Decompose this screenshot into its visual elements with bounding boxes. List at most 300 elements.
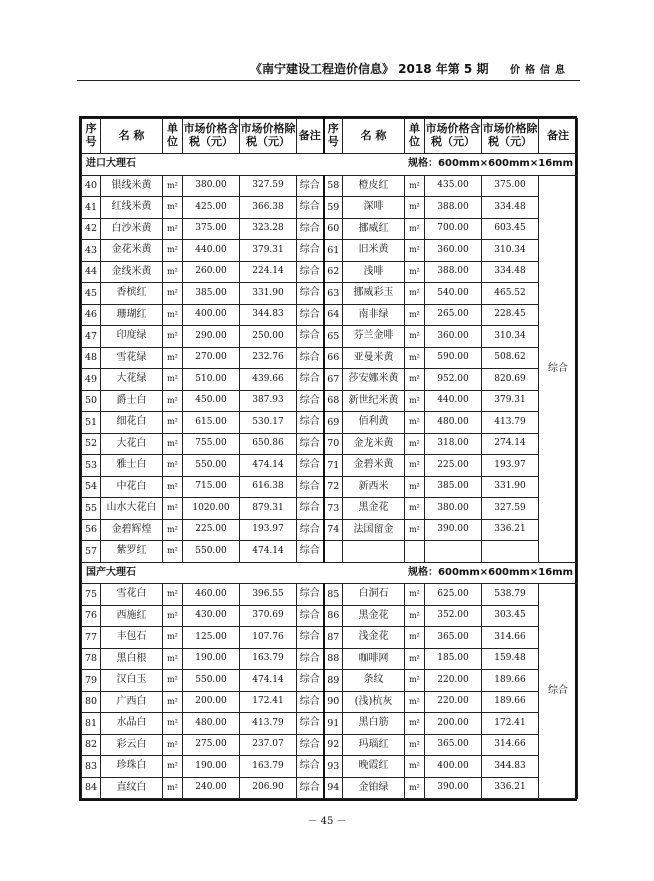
material-name-cell: 红线米黄 [101, 197, 163, 219]
seq-cell: 60 [324, 218, 343, 240]
seq-cell: 46 [82, 304, 101, 326]
material-name-cell: 紫罗红 [101, 541, 163, 563]
table-row [82, 261, 578, 283]
seq-cell: 43 [82, 240, 101, 262]
unit-cell: m² [405, 627, 425, 649]
note-cell: 综合 [297, 283, 324, 305]
price-notax-cell: 375.00 [482, 175, 539, 197]
seq-cell: 74 [324, 519, 343, 541]
seq-cell: 64 [324, 304, 343, 326]
seq-cell: 44 [82, 261, 101, 283]
price-tax-cell: 190.00 [183, 756, 240, 778]
seq-cell: 40 [82, 175, 101, 197]
price-notax-cell: 163.79 [240, 756, 297, 778]
material-name-cell: 金铂绿 [343, 777, 405, 799]
section-name: 进口大理石 [86, 158, 136, 170]
material-name-cell: 直纹白 [101, 777, 163, 799]
price-notax-cell: 820.69 [482, 369, 539, 391]
unit-cell: m² [405, 498, 425, 520]
seq-cell: 49 [82, 369, 101, 391]
empty-cell [425, 541, 482, 563]
price-notax-cell: 413.79 [240, 713, 297, 735]
material-name-cell: 爵士白 [101, 390, 163, 412]
unit-cell: m² [163, 455, 183, 477]
seq-cell: 84 [82, 777, 101, 799]
table-row [82, 240, 578, 262]
table-row [82, 713, 578, 735]
price-notax-cell: 224.14 [240, 261, 297, 283]
seq-cell: 86 [324, 605, 343, 627]
material-name-cell: 黑白根 [101, 648, 163, 670]
table-row [82, 197, 578, 219]
material-name-cell: 深啡 [343, 197, 405, 219]
unit-cell: m² [405, 756, 425, 778]
price-tax-cell: 365.00 [425, 627, 482, 649]
col-price-tax-header: 市场价格含税（元） [183, 119, 240, 154]
price-notax-cell: 172.41 [482, 713, 539, 735]
unit-cell: m² [163, 756, 183, 778]
unit-cell: m² [405, 670, 425, 692]
note-cell: 综合 [297, 541, 324, 563]
seq-cell: 62 [324, 261, 343, 283]
price-notax-cell: 172.41 [240, 691, 297, 713]
section-header-row [82, 562, 578, 584]
price-tax-cell: 435.00 [425, 175, 482, 197]
seq-cell: 91 [324, 713, 343, 735]
material-name-cell: 浅金花 [343, 627, 405, 649]
price-table-frame [79, 116, 577, 801]
note-cell: 综合 [297, 777, 324, 799]
price-notax-cell: 413.79 [482, 412, 539, 434]
table-row [82, 369, 578, 391]
unit-cell: m² [405, 283, 425, 305]
price-notax-cell: 379.31 [240, 240, 297, 262]
price-notax-cell: 274.14 [482, 433, 539, 455]
table-row [82, 605, 578, 627]
seq-cell: 58 [324, 175, 343, 197]
material-name-cell: (浅)杭灰 [343, 691, 405, 713]
unit-cell: m² [405, 240, 425, 262]
seq-cell: 66 [324, 347, 343, 369]
price-notax-cell: 336.21 [482, 777, 539, 799]
table-row [82, 175, 578, 197]
price-notax-cell: 379.31 [482, 390, 539, 412]
seq-cell: 80 [82, 691, 101, 713]
price-tax-cell: 240.00 [183, 777, 240, 799]
note-cell: 综合 [297, 218, 324, 240]
price-notax-cell: 331.90 [240, 283, 297, 305]
seq-cell: 79 [82, 670, 101, 692]
price-tax-cell: 550.00 [183, 541, 240, 563]
price-notax-cell: 474.14 [240, 455, 297, 477]
price-tax-cell: 360.00 [425, 240, 482, 262]
table-row [82, 519, 578, 541]
price-tax-cell: 390.00 [425, 777, 482, 799]
table-row [82, 433, 578, 455]
empty-cell [482, 541, 539, 563]
seq-cell: 42 [82, 218, 101, 240]
price-tax-cell: 550.00 [183, 455, 240, 477]
price-tax-cell: 200.00 [183, 691, 240, 713]
material-name-cell: 珊瑚红 [101, 304, 163, 326]
material-name-cell: 丰包石 [101, 627, 163, 649]
table-row [82, 627, 578, 649]
price-notax-cell: 616.38 [240, 476, 297, 498]
unit-cell: m² [163, 218, 183, 240]
material-name-cell: 细花白 [101, 412, 163, 434]
seq-cell: 63 [324, 283, 343, 305]
price-tax-cell: 260.00 [183, 261, 240, 283]
price-tax-cell: 388.00 [425, 197, 482, 219]
table-row [82, 455, 578, 477]
price-notax-cell: 189.66 [482, 670, 539, 692]
seq-cell: 52 [82, 433, 101, 455]
price-tax-cell: 190.00 [183, 648, 240, 670]
price-tax-cell: 220.00 [425, 670, 482, 692]
unit-cell: m² [405, 734, 425, 756]
price-notax-cell: 193.97 [482, 455, 539, 477]
material-name-cell: 玛瑙红 [343, 734, 405, 756]
note-cell: 综合 [297, 261, 324, 283]
unit-cell: m² [405, 347, 425, 369]
price-tax-cell: 352.00 [425, 605, 482, 627]
price-notax-cell: 232.76 [240, 347, 297, 369]
price-tax-cell: 385.00 [425, 476, 482, 498]
price-tax-cell: 220.00 [425, 691, 482, 713]
unit-cell: m² [405, 433, 425, 455]
price-tax-cell: 185.00 [425, 648, 482, 670]
note-cell: 综合 [297, 670, 324, 692]
seq-cell: 92 [324, 734, 343, 756]
price-notax-cell: 237.07 [240, 734, 297, 756]
table-row [82, 218, 578, 240]
seq-cell: 83 [82, 756, 101, 778]
table-row [82, 476, 578, 498]
table-row [82, 584, 578, 606]
unit-cell: m² [163, 175, 183, 197]
seq-cell: 65 [324, 326, 343, 348]
page-number: － 45 － [307, 816, 347, 827]
price-notax-cell: 474.14 [240, 541, 297, 563]
col-unit-header: 单位 [405, 119, 425, 154]
price-tax-cell: 400.00 [183, 304, 240, 326]
material-name-cell: 广西白 [101, 691, 163, 713]
unit-cell: m² [405, 648, 425, 670]
header-divider [77, 80, 580, 81]
unit-cell: m² [405, 218, 425, 240]
section-spec: 规格：600mm×600mm×16mm [408, 158, 573, 170]
price-tax-cell: 265.00 [425, 304, 482, 326]
section-header [82, 562, 578, 584]
material-name-cell: 银线米黄 [101, 175, 163, 197]
price-tax-cell: 360.00 [425, 326, 482, 348]
note-cell: 综合 [297, 627, 324, 649]
seq-cell: 71 [324, 455, 343, 477]
price-tax-cell: 540.00 [425, 283, 482, 305]
price-tax-cell: 430.00 [183, 605, 240, 627]
note-cell: 综合 [297, 519, 324, 541]
price-notax-cell: 508.62 [482, 347, 539, 369]
note-cell: 综合 [297, 476, 324, 498]
material-name-cell: 莎安娜米黄 [343, 369, 405, 391]
price-tax-cell: 200.00 [425, 713, 482, 735]
table-row [82, 283, 578, 305]
price-tax-cell: 440.00 [425, 390, 482, 412]
price-tax-cell: 388.00 [425, 261, 482, 283]
note-cell: 综合 [297, 347, 324, 369]
col-unit-header: 单位 [163, 119, 183, 154]
material-name-cell: 印度绿 [101, 326, 163, 348]
seq-cell: 77 [82, 627, 101, 649]
table-row [82, 541, 578, 563]
section-header-row [82, 154, 578, 176]
seq-cell: 50 [82, 390, 101, 412]
material-name-cell: 法国留金 [343, 519, 405, 541]
price-tax-cell: 952.00 [425, 369, 482, 391]
material-name-cell: 金花米黄 [101, 240, 163, 262]
unit-cell: m² [163, 283, 183, 305]
unit-cell: m² [163, 326, 183, 348]
price-notax-cell: 344.83 [240, 304, 297, 326]
material-name-cell: 西施红 [101, 605, 163, 627]
price-tax-cell: 225.00 [183, 519, 240, 541]
section-tag: 价格信息 [510, 65, 570, 76]
material-name-cell: 佰利黄 [343, 412, 405, 434]
seq-cell: 90 [324, 691, 343, 713]
seq-cell: 41 [82, 197, 101, 219]
material-name-cell: 亚曼米黄 [343, 347, 405, 369]
seq-cell: 56 [82, 519, 101, 541]
unit-cell: m² [163, 541, 183, 563]
seq-cell: 72 [324, 476, 343, 498]
unit-cell: m² [163, 691, 183, 713]
material-name-cell: 雪花绿 [101, 347, 163, 369]
unit-cell: m² [163, 390, 183, 412]
price-tax-cell: 625.00 [425, 584, 482, 606]
material-name-cell: 咖啡网 [343, 648, 405, 670]
material-name-cell: 旧米黄 [343, 240, 405, 262]
price-notax-cell: 163.79 [240, 648, 297, 670]
price-tax-cell: 225.00 [425, 455, 482, 477]
price-notax-cell: 396.55 [240, 584, 297, 606]
unit-cell: m² [163, 369, 183, 391]
unit-cell: m² [163, 519, 183, 541]
price-notax-cell: 474.14 [240, 670, 297, 692]
material-name-cell: 大花绿 [101, 369, 163, 391]
seq-cell: 78 [82, 648, 101, 670]
unit-cell: m² [405, 412, 425, 434]
price-tax-cell: 380.00 [183, 175, 240, 197]
material-name-cell: 挪威红 [343, 218, 405, 240]
price-notax-cell: 879.31 [240, 498, 297, 520]
section-spec: 规格：600mm×600mm×16mm [408, 566, 573, 578]
price-notax-cell: 344.83 [482, 756, 539, 778]
unit-cell: m² [405, 584, 425, 606]
material-name-cell: 挪威彩玉 [343, 283, 405, 305]
material-name-cell: 黑金花 [343, 498, 405, 520]
seq-cell: 81 [82, 713, 101, 735]
seq-cell: 48 [82, 347, 101, 369]
seq-cell: 61 [324, 240, 343, 262]
merged-note-cell: 综合 [539, 175, 578, 562]
price-notax-cell: 331.90 [482, 476, 539, 498]
price-tax-cell: 380.00 [425, 498, 482, 520]
seq-cell: 87 [324, 627, 343, 649]
unit-cell: m² [163, 240, 183, 262]
price-notax-cell: 336.21 [482, 519, 539, 541]
price-notax-cell: 334.48 [482, 261, 539, 283]
unit-cell: m² [163, 734, 183, 756]
note-cell: 综合 [297, 369, 324, 391]
seq-cell: 55 [82, 498, 101, 520]
unit-cell: m² [405, 777, 425, 799]
price-tax-cell: 390.00 [425, 519, 482, 541]
unit-cell: m² [163, 670, 183, 692]
price-notax-cell: 310.34 [482, 326, 539, 348]
note-cell: 综合 [297, 648, 324, 670]
unit-cell: m² [163, 476, 183, 498]
price-tax-cell: 550.00 [183, 670, 240, 692]
unit-cell: m² [405, 261, 425, 283]
unit-cell: m² [163, 605, 183, 627]
seq-cell: 51 [82, 412, 101, 434]
empty-cell [405, 541, 425, 563]
note-cell: 综合 [297, 691, 324, 713]
unit-cell: m² [163, 648, 183, 670]
material-name-cell: 南非绿 [343, 304, 405, 326]
unit-cell: m² [405, 326, 425, 348]
price-notax-cell: 538.79 [482, 584, 539, 606]
note-cell: 综合 [297, 412, 324, 434]
price-notax-cell: 650.86 [240, 433, 297, 455]
price-notax-cell: 327.59 [240, 175, 297, 197]
price-notax-cell: 530.17 [240, 412, 297, 434]
material-name-cell: 香槟红 [101, 283, 163, 305]
unit-cell: m² [405, 390, 425, 412]
table-row [82, 777, 578, 799]
unit-cell: m² [163, 584, 183, 606]
seq-cell: 59 [324, 197, 343, 219]
price-tax-cell: 715.00 [183, 476, 240, 498]
price-tax-cell: 755.00 [183, 433, 240, 455]
note-cell: 综合 [297, 197, 324, 219]
material-name-cell: 晚霞红 [343, 756, 405, 778]
seq-cell: 67 [324, 369, 343, 391]
material-name-cell: 橙皮红 [343, 175, 405, 197]
price-tax-cell: 125.00 [183, 627, 240, 649]
seq-cell: 73 [324, 498, 343, 520]
price-tax-cell: 615.00 [183, 412, 240, 434]
table-body [82, 154, 578, 799]
price-notax-cell: 439.66 [240, 369, 297, 391]
unit-cell: m² [405, 476, 425, 498]
price-tax-cell: 480.00 [183, 713, 240, 735]
section-name: 国产大理石 [86, 566, 136, 578]
col-price-notax-header: 市场价格除税（元） [482, 119, 539, 154]
col-price-tax-header: 市场价格含税（元） [425, 119, 482, 154]
price-tax-cell: 290.00 [183, 326, 240, 348]
seq-cell: 54 [82, 476, 101, 498]
price-notax-cell: 387.93 [240, 390, 297, 412]
unit-cell: m² [163, 261, 183, 283]
table-row [82, 670, 578, 692]
empty-cell [324, 541, 343, 563]
price-tax-cell: 270.00 [183, 347, 240, 369]
table-row [82, 326, 578, 348]
price-tax-cell: 1020.00 [183, 498, 240, 520]
price-tax-cell: 700.00 [425, 218, 482, 240]
material-name-cell: 金线米黄 [101, 261, 163, 283]
price-notax-cell: 310.34 [482, 240, 539, 262]
seq-cell: 70 [324, 433, 343, 455]
price-tax-cell: 450.00 [183, 390, 240, 412]
material-name-cell: 芬兰金啡 [343, 326, 405, 348]
note-cell: 综合 [297, 584, 324, 606]
price-notax-cell: 228.45 [482, 304, 539, 326]
price-tax-cell: 480.00 [425, 412, 482, 434]
material-name-cell: 条纹 [343, 670, 405, 692]
price-tax-cell: 275.00 [183, 734, 240, 756]
price-notax-cell: 314.66 [482, 627, 539, 649]
table-header-row [82, 119, 578, 154]
table-row [82, 691, 578, 713]
table-row [82, 756, 578, 778]
price-table [81, 118, 578, 799]
col-seq-header: 序号 [324, 119, 343, 154]
seq-cell: 85 [324, 584, 343, 606]
note-cell: 综合 [297, 326, 324, 348]
material-name-cell: 金碧米黄 [343, 455, 405, 477]
seq-cell: 89 [324, 670, 343, 692]
price-tax-cell: 440.00 [183, 240, 240, 262]
table-row [82, 347, 578, 369]
table-row [82, 498, 578, 520]
table-row [82, 648, 578, 670]
price-tax-cell: 590.00 [425, 347, 482, 369]
material-name-cell: 金碧辉煌 [101, 519, 163, 541]
price-tax-cell: 385.00 [183, 283, 240, 305]
unit-cell: m² [163, 412, 183, 434]
col-seq-header: 序号 [82, 119, 101, 154]
unit-cell: m² [405, 713, 425, 735]
unit-cell: m² [405, 304, 425, 326]
material-name-cell: 金龙米黄 [343, 433, 405, 455]
unit-cell: m² [405, 519, 425, 541]
note-cell: 综合 [297, 455, 324, 477]
unit-cell: m² [163, 498, 183, 520]
col-price-notax-header: 市场价格除税（元） [240, 119, 297, 154]
unit-cell: m² [163, 777, 183, 799]
unit-cell: m² [405, 691, 425, 713]
material-name-cell: 汉白玉 [101, 670, 163, 692]
price-notax-cell: 366.38 [240, 197, 297, 219]
price-tax-cell: 375.00 [183, 218, 240, 240]
material-name-cell: 大花白 [101, 433, 163, 455]
seq-cell: 75 [82, 584, 101, 606]
price-tax-cell: 318.00 [425, 433, 482, 455]
seq-cell: 94 [324, 777, 343, 799]
note-cell: 综合 [297, 605, 324, 627]
price-notax-cell: 193.97 [240, 519, 297, 541]
note-cell: 综合 [297, 390, 324, 412]
note-cell: 综合 [297, 433, 324, 455]
seq-cell: 69 [324, 412, 343, 434]
col-note-header: 备注 [297, 119, 324, 154]
seq-cell: 45 [82, 283, 101, 305]
table-row [82, 734, 578, 756]
seq-cell: 76 [82, 605, 101, 627]
material-name-cell: 新世纪米黄 [343, 390, 405, 412]
